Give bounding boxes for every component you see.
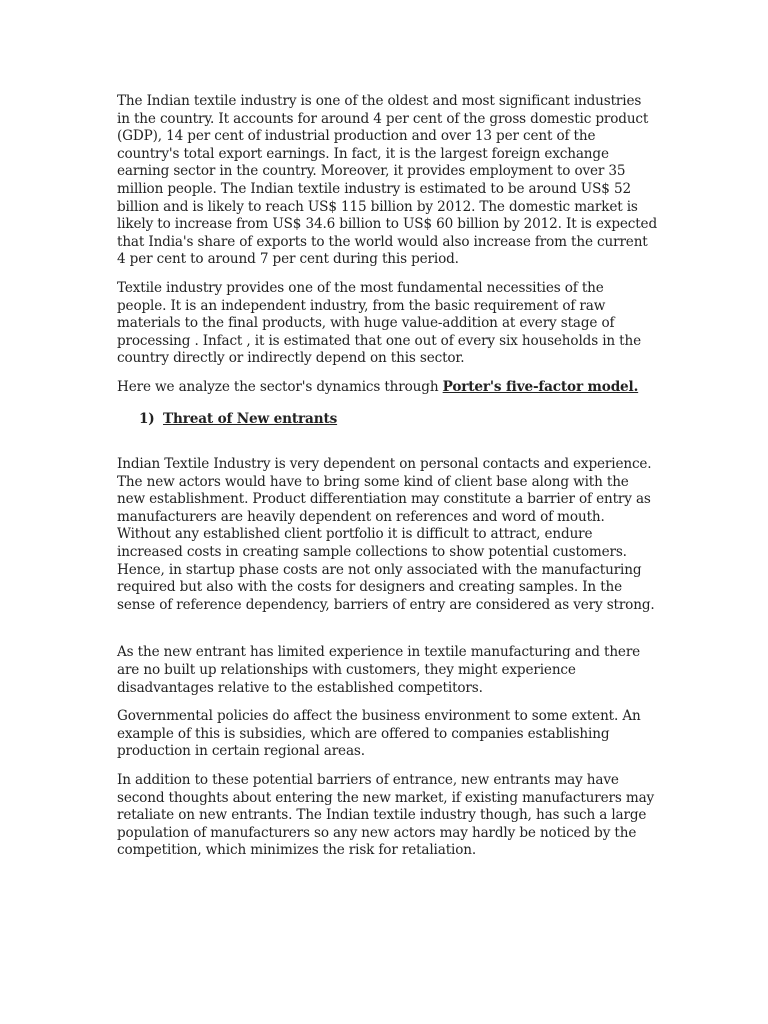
paragraph-porter-intro <box>117 379 657 397</box>
section-number: 1) <box>139 410 155 427</box>
porter-model-link[interactable]: Porter's five-factor model. <box>442 378 639 395</box>
section-title: Threat of New entrants <box>163 410 338 427</box>
paragraph-industry-overview: The Indian textile industry is one of the oldest and most significant industries in the country. It accounts for around 4 per cent of the gross domestic product (GDP), 14 per cent of industrial production and over 13 per cent of the country's total export earnings. In fact, it is the largest foreign exchange earning sector in the country. Moreover, it provides employment to over 35 million people. The Indian textile industry is estimated to be around US$ 52 billion and is likely to reach US$ 115 billion by 2012. The domestic market is likely to increase from US$ 34.6 billion to US$ 60 billion by 2012. It is expected that India's share of exports to the world would also increase from the current 4 per cent to around 7 per cent during this period. <box>117 93 657 268</box>
paragraph-retaliation: In addition to these potential barriers of entrance, new entrants may have second thoughts about entering the new market, if existing manufacturers may retaliate on new entrants. The Indian textile industry though, has such a large population of manufacturers so any new actors may hardly be noticed by the competition, which minimizes the risk for retaliation. <box>117 772 655 859</box>
porter-intro-text: Here we analyze the sector's dynamics through <box>117 378 443 395</box>
section-heading <box>117 411 657 429</box>
paragraph-fundamental-necessities: Textile industry provides one of the most fundamental necessities of the people. It is an independent industry, from the basic requirement of raw materials to the final products, with huge value-addition at every stage of processing . Infact , it is estimated that one out of every six households in the country directly or indirectly depend on this sector. <box>117 279 641 367</box>
paragraph-limited-experience: As the new entrant has limited experience in textile manufacturing and there are no built up relationships with customers, they might experience disadvantages relative to the established competitors. <box>117 644 641 696</box>
document-page <box>117 93 657 871</box>
paragraph-client-base: Indian Textile Industry is very dependent on personal contacts and experience. The new actors would have to bring some kind of client base along with the new establishment. Product differentiation may constitute a barrier of entry as manufacturers are heavily dependent on references and word of mouth. Without any established client portfolio it is difficult to attract, endure increased costs in creating sample collections to show potential customers. Hence, in startup phase costs are not only associated with the manufacturing required but also with the costs for designers and creating samples. In the sense of reference dependency, barriers of entry are considered as very strong. <box>117 456 655 613</box>
paragraph-governmental-policies: Governmental policies do affect the business environment to some extent. An example of this is subsidies, which are offered to companies establishing production in certain regional areas. <box>117 708 641 760</box>
